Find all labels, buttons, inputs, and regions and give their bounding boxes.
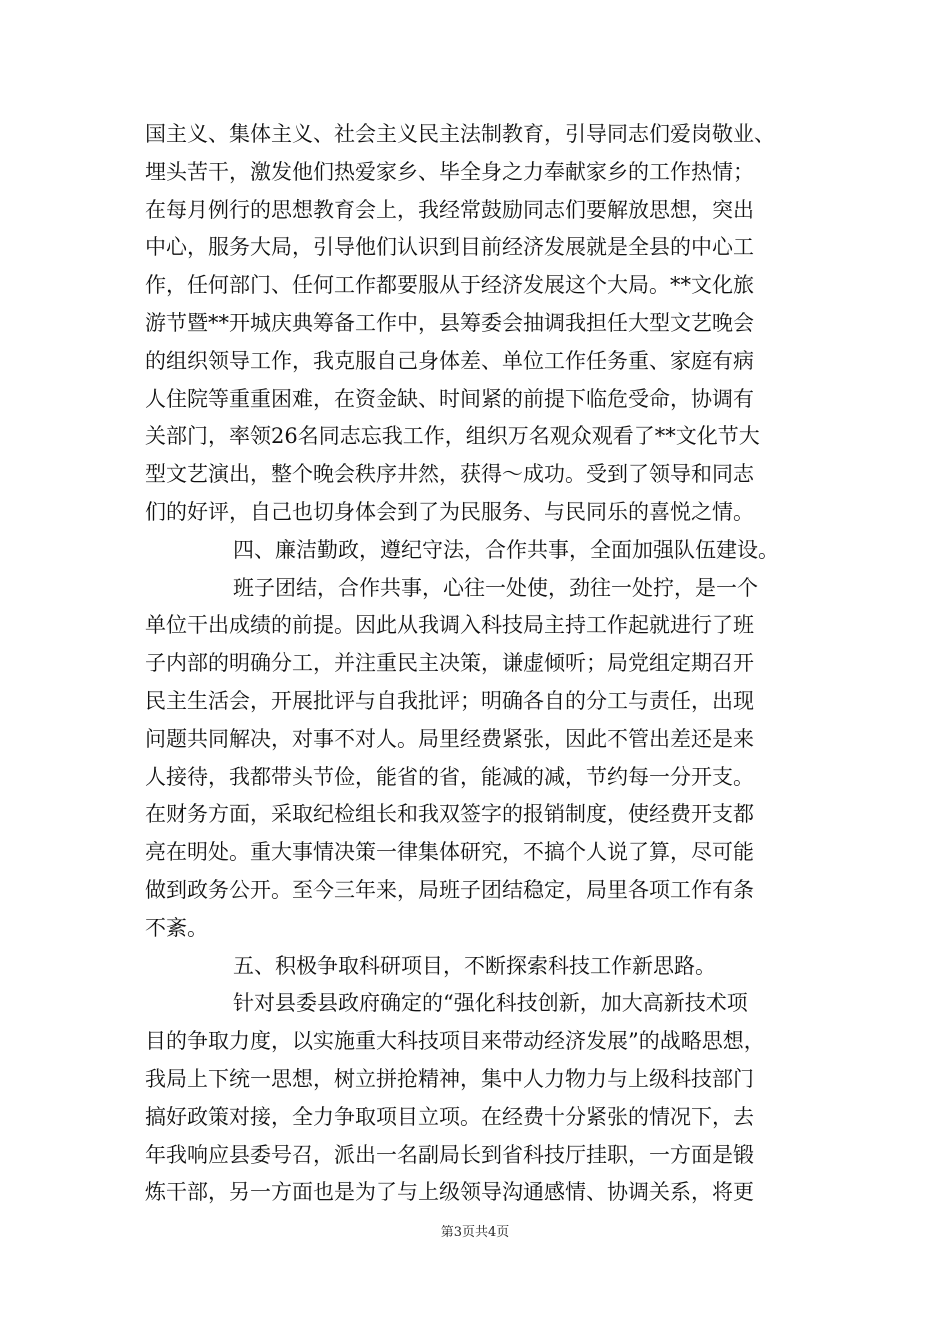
text-line: 关部门，率领26名同志忘我工作，组织万名观众观看了**文化节大 bbox=[145, 424, 760, 449]
paragraph-heading-line: 五、积极争取科研项目，不断探索科技工作新思路。 bbox=[233, 953, 716, 978]
page-number-footer: 第3页共4页 bbox=[440, 1225, 510, 1240]
text-line: 民主生活会，开展批评与自我批评；明确各自的分工与责任，出现 bbox=[145, 688, 754, 713]
text-line: 游节暨**开城庆典筹备工作中，县筹委会抽调我担任大型文艺晚会 bbox=[145, 310, 754, 335]
text-line: 中心，服务大局，引导他们认识到目前经济发展就是全县的中心工 bbox=[145, 235, 754, 260]
text-line: 国主义、集体主义、社会主义民主法制教育，引导同志们爱岗敬业、 bbox=[145, 122, 775, 146]
text-line: 做到政务公开。至今三年来，局班子团结稳定，局里各项工作有条 bbox=[145, 877, 754, 902]
text-line: 年我响应县委号召，派出一名副局长到省科技厅挂职，一方面是锻 bbox=[145, 1142, 754, 1167]
paragraph-heading-line: 四、廉洁勤政，遵纪守法，合作共事，全面加强队伍建设。 bbox=[233, 537, 779, 562]
text-line: 不紊。 bbox=[145, 915, 208, 940]
text-line: 作，任何部门、任何工作都要服从于经济发展这个大局。**文化旅 bbox=[145, 273, 754, 298]
text-line: 目的争取力度，以实施重大科技项目来带动经济发展”的战略思想， bbox=[145, 1029, 765, 1054]
text-line: 亮在明处。重大事情决策一律集体研究，不搞个人说了算，尽可能 bbox=[145, 840, 754, 865]
text-line: 人住院等重重困难，在资金缺、时间紧的前提下临危受命，协调有 bbox=[145, 386, 754, 411]
text-line: 人接待，我都带头节俭，能省的省，能减的减，节约每一分开支。 bbox=[145, 764, 754, 789]
text-line: 子内部的明确分工，并注重民主决策，谦虚倾听；局党组定期召开 bbox=[145, 651, 754, 676]
document-body bbox=[145, 116, 815, 1212]
text-line: 的组织领导工作，我克服自己身体差、单位工作任务重、家庭有病 bbox=[145, 348, 754, 373]
text-line: 埋头苦干，激发他们热爱家乡、毕全身之力奉献家乡的工作热情； bbox=[145, 159, 754, 184]
text-line: 问题共同解决，对事不对人。局里经费紧张，因此不管出差还是来 bbox=[145, 726, 754, 751]
text-line: 炼干部，另一方面也是为了与上级领导沟通感情、协调关系，将更 bbox=[145, 1180, 754, 1205]
text-line: 们的好评，自己也切身体会到了为民服务、与民同乐的喜悦之情。 bbox=[145, 499, 754, 524]
paragraph-heading-line: 班子团结，合作共事，心往一处使，劲往一处拧，是一个 bbox=[233, 575, 758, 600]
text-line: 在财务方面，采取纪检组长和我双签字的报销制度，使经费开支都 bbox=[145, 802, 754, 827]
text-line: 搞好政策对接，全力争取项目立项。在经费十分紧张的情况下，去 bbox=[145, 1104, 754, 1129]
paragraph-heading-line: 针对县委县政府确定的“强化科技创新，加大高新技术项 bbox=[233, 991, 748, 1016]
text-line: 型文艺演出，整个晚会秩序井然，获得～成功。受到了领导和同志 bbox=[145, 462, 754, 487]
text-line: 在每月例行的思想教育会上，我经常鼓励同志们要解放思想，突出 bbox=[145, 197, 754, 222]
text-line: 单位干出成绩的前提。因此从我调入科技局主持工作起就进行了班 bbox=[145, 613, 754, 638]
text-line: 我局上下统一思想，树立拼抢精神，集中人力物力与上级科技部门 bbox=[145, 1066, 754, 1091]
